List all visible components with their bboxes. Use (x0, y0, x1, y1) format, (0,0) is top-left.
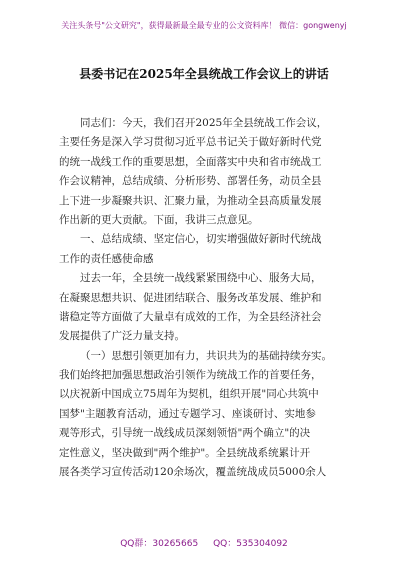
body-line: 定性意义，坚决做到"两个维护"。全县统战系统累计开 (59, 446, 311, 459)
body-line: 以庆祝新中国成立75周年为契机，组织开展"同心共筑中 (59, 388, 319, 401)
promo-banner: 关注头条号"公文研究"，获得最新最全最专业的公文资料库！ 微信：gongwenyj (61, 21, 347, 30)
body-line: 一、总结成绩、坚定信心，切实增强做好新时代统战 (80, 233, 322, 246)
body-line: 的统一战线工作的重要思想，全面落实中央和省市统战工 (59, 155, 322, 168)
body-line: 同志们：今天，我们召开2025年全县统战工作会议， (80, 117, 328, 129)
body-line: 我们始终把加强思想政治引领作为统战工作的首要任务， (59, 369, 322, 382)
contact-footer (0, 536, 408, 549)
body-line: 谐稳定等方面做了大量卓有成效的工作，为全县经济社会 (59, 310, 322, 323)
body-line: 作会议精神，总结成绩、分析形势、部署任务，动员全县 (59, 175, 322, 188)
document-title: 县委书记在2025年全县统战工作会议上的讲话 (79, 67, 329, 81)
body-line: 展各类学习宣传活动120余场次，覆盖统战成员5000余人 (59, 466, 327, 479)
body-line: 国梦"主题教育活动，通过专题学习、座谈研讨、实地参 (59, 407, 316, 420)
body-line: （一）思想引领更加有力，共识共为的基础持续夯实。 (80, 349, 332, 362)
qq-group-label: QQ群：30265665 (120, 539, 199, 549)
body-line: 过去一年，全县统一战线紧紧围绕中心、服务大局， (80, 272, 322, 285)
body-line: 主要任务是深入学习贯彻习近平总书记关于做好新时代党 (59, 136, 322, 149)
body-line: 在凝聚思想共识、促进团结联合、服务改革发展、维护和 (59, 291, 322, 304)
body-line: 发展提供了广泛力量支持。 (59, 330, 185, 343)
qq-contact-label: QQ：535304092 (213, 539, 288, 549)
body-line: 观等形式，引导统一战线成员深刻领悟"两个确立"的决 (59, 427, 311, 440)
body-line: 上下进一步凝聚共识、汇聚力量，为推动全县高质量发展 (59, 194, 322, 207)
body-line: 作出新的更大贡献。下面，我讲三点意见。 (59, 213, 259, 226)
body-line: 工作的责任感使命感 (59, 252, 154, 265)
document-body (59, 114, 355, 482)
